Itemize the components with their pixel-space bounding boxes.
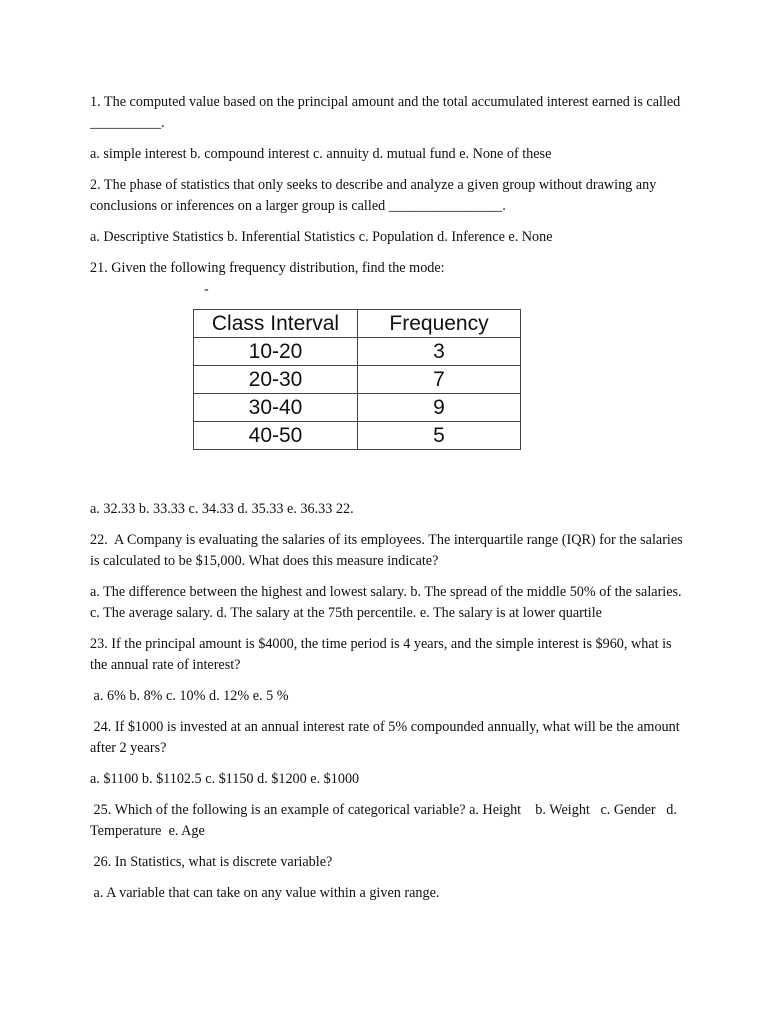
table-header-row: [194, 310, 521, 338]
table-cell-frequency: 5: [358, 422, 521, 450]
question-25: 25. Which of the following is an example of categorical variable? a. Height b. Weight c. Gender d. Temperature e. Age: [90, 802, 681, 839]
table-row: [194, 422, 521, 450]
question-2-options: a. Descriptive Statistics b. Inferential Statistics c. Population d. Inference e. None: [90, 229, 553, 245]
question-24: 24. If $1000 is invested at an annual interest rate of 5% compounded annually, what will be the amount after 2 years?: [90, 719, 684, 756]
question-1-options: a. simple interest b. compound interest c. annuity d. mutual fund e. None of these: [90, 146, 552, 162]
question-22: 22. A Company is evaluating the salaries of its employees. The interquartile range (IQR) for the salaries is calculated to be $15,000. What does this measure indicate?: [90, 532, 687, 569]
frequency-table-container: [193, 309, 690, 499]
question-21: 21. Given the following frequency distribution, find the mode:: [90, 260, 445, 276]
question-22-options: a. The difference between the highest and lowest salary. b. The spread of the middle 50% of the salaries. c. The average salary. d. The salary at the 75th percentile. e. The salary is at lower quartile: [90, 584, 686, 621]
header-frequency: Frequency: [358, 310, 521, 338]
question-26: 26. In Statistics, what is discrete variable?: [90, 854, 333, 870]
table-row: [194, 366, 521, 394]
document-page: [90, 92, 690, 914]
table-row: [194, 394, 521, 422]
frequency-table: [193, 309, 521, 450]
table-cell-interval: 30-40: [194, 394, 358, 422]
table-cell-interval: 20-30: [194, 366, 358, 394]
table-row: [194, 338, 521, 366]
question-1: 1. The computed value based on the principal amount and the total accumulated interest earned is called __________.: [90, 94, 684, 131]
header-class-interval: Class Interval: [194, 310, 358, 338]
stray-mark: -: [204, 282, 209, 297]
question-26-option-a: a. A variable that can take on any value within a given range.: [90, 885, 440, 901]
table-cell-frequency: 9: [358, 394, 521, 422]
table-cell-frequency: 3: [358, 338, 521, 366]
table-cell-interval: 10-20: [194, 338, 358, 366]
table-cell-interval: 40-50: [194, 422, 358, 450]
question-21-options: a. 32.33 b. 33.33 c. 34.33 d. 35.33 e. 36.33 22.: [90, 501, 354, 517]
question-23-options: a. 6% b. 8% c. 10% d. 12% e. 5 %: [90, 688, 289, 704]
table-cell-frequency: 7: [358, 366, 521, 394]
question-24-options: a. $1100 b. $1102.5 c. $1150 d. $1200 e. $1000: [90, 771, 360, 787]
question-23: 23. If the principal amount is $4000, the time period is 4 years, and the simple interest is $960, what is the annual rate of interest?: [90, 636, 676, 673]
question-2: 2. The phase of statistics that only seeks to describe and analyze a given group without drawing any conclusions or inferences on a larger group is called ________________.: [90, 177, 660, 214]
